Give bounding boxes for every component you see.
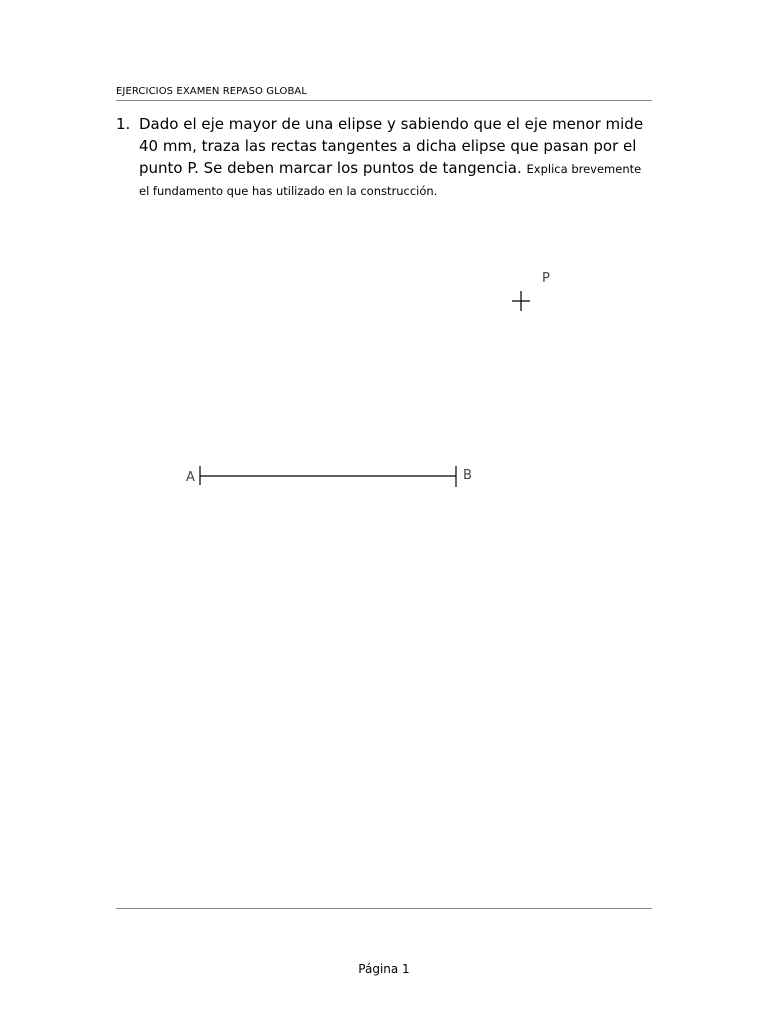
major-axis-segment: [200, 466, 456, 487]
question-explanation-text: Explica brevemente el fundamento que has utilizado en la construcción.: [139, 162, 642, 198]
axis-endpoint-a-label: A: [186, 470, 195, 485]
question-main-text: Dado el eje mayor de una elipse y sabiendo que el eje menor mide 40 mm, traza las rectas tangentes a dicha elipse que pasan por el punto P. Se deben marcar los puntos de tangencia.: [139, 115, 644, 177]
axis-endpoint-b-label: B: [463, 468, 472, 483]
point-p-label: P: [542, 271, 550, 286]
point-p-marker: [512, 291, 530, 311]
page-header-title: EJERCICIOS EXAMEN REPASO GLOBAL: [116, 86, 308, 97]
question-number: 1.: [116, 115, 131, 133]
page-number: Página 1: [358, 962, 410, 976]
footer-divider: [116, 908, 652, 909]
